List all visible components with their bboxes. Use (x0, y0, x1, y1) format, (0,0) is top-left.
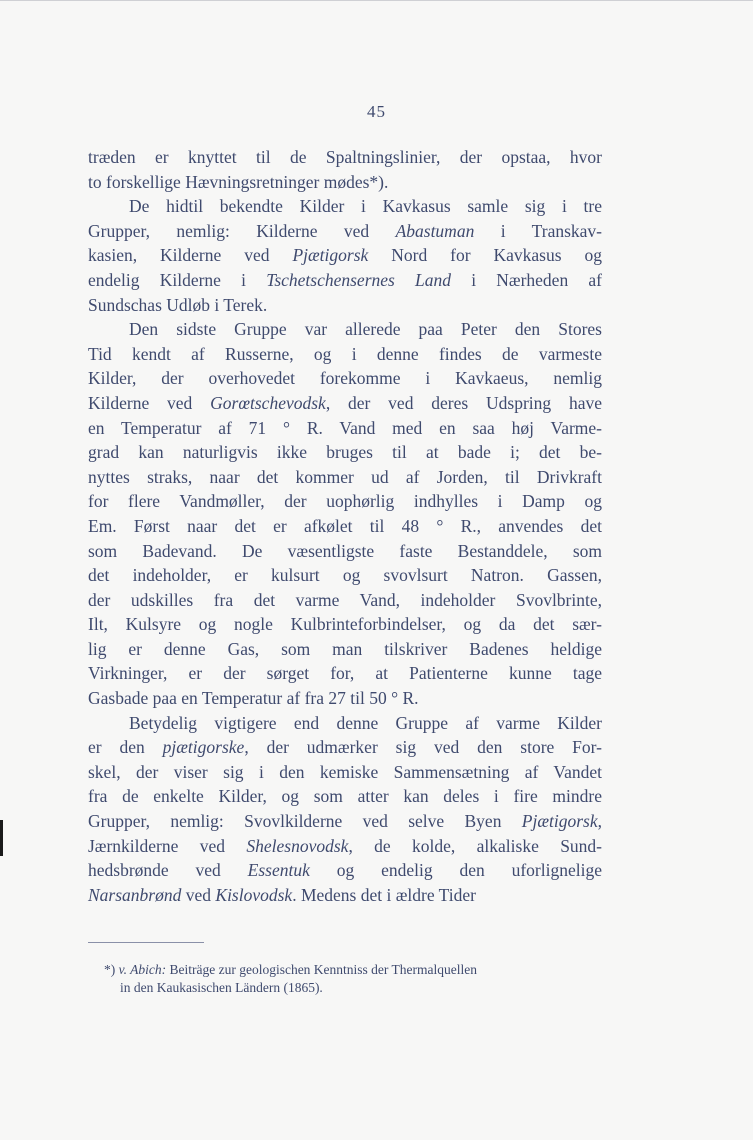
italic-place-name: Pjætigorsk (292, 245, 369, 266)
text-segment: . Medens det i ældre Tider (292, 884, 476, 905)
text-segment: Grupper, nemlig: Kilderne ved (88, 220, 396, 241)
text-line (88, 637, 602, 662)
text-line (88, 883, 602, 908)
text-line (88, 268, 602, 293)
text-segment: , (597, 811, 602, 832)
text-line (88, 711, 602, 736)
text-segment: skel, der viser sig i den kemiske Sammensætning af Vandet (88, 761, 602, 782)
text-line (88, 539, 602, 564)
text-segment: Nord for Kavkasus og (368, 245, 602, 266)
text-segment: Grupper, nemlig: Svovlkilderne ved selve Byen (88, 811, 522, 832)
text-segment: Em. Først naar det er afkølet til 48 ° R., anvendes det (88, 515, 602, 536)
text-segment: for flere Vandmøller, der uophørlig indhylles i Damp og (88, 491, 602, 512)
text-segment: Betydelig vigtigere end denne Gruppe af varme Kilder (129, 712, 602, 733)
footnote-text-1: Beiträge zur geologischen Kenntniss der Thermalquellen (169, 962, 478, 977)
text-segment: endelig Kilderne i (88, 269, 267, 290)
text-line (88, 735, 602, 760)
text-line (88, 784, 602, 809)
text-line (88, 366, 602, 391)
text-line (88, 834, 602, 859)
text-line (88, 563, 602, 588)
text-segment: , der ved deres Udspring have (325, 392, 602, 413)
italic-place-name: Essentuk (247, 860, 310, 881)
text-line (88, 514, 602, 539)
text-segment: i Nærheden af (451, 269, 602, 290)
text-line (88, 317, 602, 342)
text-segment: Kilderne ved (88, 392, 211, 413)
text-line (88, 342, 602, 367)
italic-place-name: Gorœtschevodsk (210, 392, 326, 413)
text-line (88, 293, 602, 318)
text-segment: hedsbrønde ved (88, 860, 248, 881)
text-segment: det indeholder, er kulsurt og svovlsurt Natron. Gassen, (88, 565, 602, 586)
footnote-rule (88, 942, 204, 943)
text-segment: i Transkav- (474, 220, 602, 241)
text-segment: en Temperatur af 71 ° R. Vand med en saa høj Varme- (88, 417, 602, 438)
italic-place-name: Pjætigorsk (521, 811, 598, 832)
page-number: 45 (367, 102, 386, 121)
footnote-author: v. Abich: (118, 962, 167, 977)
text-segment: Sundschas Udløb i Terek. (88, 294, 268, 315)
text-segment: og endelig den uforlignelige (309, 860, 602, 881)
italic-place-name: Shelesnovodsk (246, 835, 349, 856)
text-line (88, 858, 602, 883)
text-line (88, 661, 602, 686)
text-segment: De hidtil bekendte Kilder i Kavkasus samle sig i tre (129, 196, 602, 217)
text-segment: Gasbade paa en Temperatur af fra 27 til 50 ° R. (88, 688, 419, 709)
footnote-line-1 (104, 961, 604, 979)
text-segment: Jærnkilderne ved (88, 835, 247, 856)
italic-place-name: Tschetschensernes Land (266, 269, 452, 290)
text-line (88, 170, 602, 195)
text-segment: ved (181, 884, 216, 905)
text-segment: , der udmærker sig ved den store For- (244, 737, 602, 758)
text-line (88, 219, 602, 244)
text-line (88, 588, 602, 613)
text-line (88, 760, 602, 785)
footnote-marker: *) (104, 962, 116, 977)
text-line (88, 809, 602, 834)
text-segment: kasien, Kilderne ved (88, 245, 293, 266)
footnote (104, 961, 604, 997)
text-segment: nyttes straks, naar det kommer ud af Jorden, til Drivkraft (88, 466, 602, 487)
italic-place-name: Narsanbrønd (88, 884, 182, 905)
text-segment: lig er denne Gas, som man tilskriver Badenes heldige (88, 638, 602, 659)
italic-place-name: pjætigorske (162, 737, 245, 758)
italic-place-name: Kislovodsk (215, 884, 293, 905)
footnote-line-2: in den Kaukasischen Ländern (1865). (120, 980, 323, 995)
scan-top-edge (0, 0, 753, 1)
text-segment: , de kolde, alkaliske Sund- (348, 835, 602, 856)
text-segment: Virkninger, er der sørget for, at Patienterne kunne tage (88, 663, 602, 684)
text-line (88, 145, 602, 170)
text-line (88, 489, 602, 514)
text-segment: træden er knyttet til de Spaltningslinier, der opstaa, hvor (88, 147, 602, 167)
text-segment: som Badevand. De væsentligste faste Bestanddele, som (88, 540, 602, 561)
text-segment: grad kan naturligvis ikke bruges til at bade i; det be- (88, 442, 602, 463)
body-text (88, 145, 602, 907)
text-segment: Den sidste Gruppe var allerede paa Peter den Stores (129, 319, 602, 340)
text-segment: to forskellige Hævningsretninger mødes*). (88, 171, 389, 192)
text-segment: Tid kendt af Russerne, og i denne findes de varmeste (88, 343, 602, 364)
text-segment: Kilder, der overhovedet forekomme i Kavkaeus, nemlig (88, 368, 602, 389)
text-segment: er den (88, 737, 163, 758)
text-line (88, 612, 602, 637)
text-line (88, 465, 602, 490)
text-line (88, 440, 602, 465)
text-segment: Ilt, Kulsyre og nogle Kulbrinteforbindelser, og da det sær- (88, 614, 602, 635)
text-line (88, 416, 602, 441)
text-segment: fra de enkelte Kilder, og som atter kan deles i fire mindre (88, 786, 602, 807)
text-segment: der udskilles fra det varme Vand, indeholder Svovlbrinte, (88, 589, 602, 610)
text-line (88, 243, 602, 268)
text-line (88, 686, 602, 711)
text-line (88, 194, 602, 219)
italic-place-name: Abastuman (395, 220, 475, 241)
scan-edge-mark (0, 820, 3, 856)
text-line (88, 391, 602, 416)
